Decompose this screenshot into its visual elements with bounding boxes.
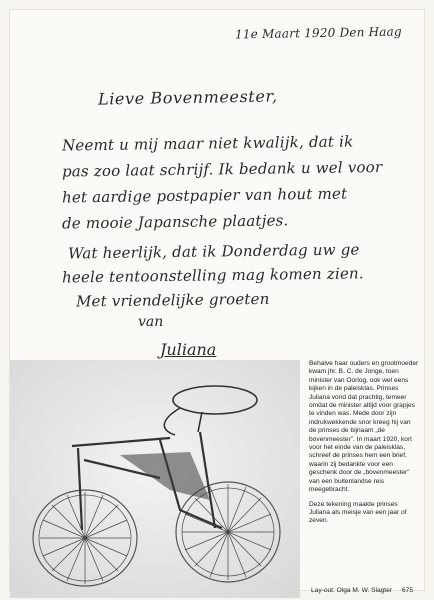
letter-line: Met vriendelijke groeten — [75, 289, 270, 311]
page-footer — [311, 587, 413, 594]
letter-line: heele tentoonstelling mag komen zien. — [61, 264, 364, 287]
bicycle-drawing-icon — [10, 360, 300, 598]
photo-caption — [309, 360, 419, 532]
letter-signature: Juliana — [160, 340, 217, 359]
letter-salutation: Lieve Bovenmeester, — [97, 86, 278, 109]
bicycle-drawing-photo — [10, 360, 300, 598]
letter-from: van — [138, 314, 164, 330]
caption-paragraph: Deze tekening maakte prinses Juliana als meisje van een jaar of zeven. — [309, 500, 407, 525]
letter-line: pas zoo laat schrijf. Ik bedank u wel voor — [61, 158, 383, 181]
letter-date: 11e Maart 1920 Den Haag — [235, 24, 403, 42]
letter-line: de mooie Japansche plaatjes. — [61, 211, 289, 233]
page-number: 675 — [402, 587, 414, 594]
letter-line: het aardige postpapier van hout met — [61, 184, 348, 207]
book-page — [10, 10, 424, 594]
handwritten-letter — [10, 10, 424, 360]
layout-credit: Lay-out: Olga M. W. Slagter — [311, 587, 392, 594]
letter-line: Wat heerlijk, dat ik Donderdag uw ge — [67, 240, 360, 263]
caption-paragraph: Behalve haar ouders en grootmoeder kwam jhr. B. C. de Jonge, toen minister van Oorlog, ook wel eens kijken in de paleisklas. Prinses Juliana vond dat prachtig, temeer omdat de minister altijd voor grapjes te vinden was. Mede door zijn indrukwekkende snor kreeg hij van de prinses de bijnaam „de bovenmeester”. In maart 1920, kort voor het einde van de paleisklas, schreef de prinses hem een brief, waarin zij bedankte voor een geschenk door de „bovenmeester” van een buitenlandse reis meegebracht. — [309, 360, 419, 494]
letter-line: Neemt u mij maar niet kwalijk, dat ik — [61, 132, 354, 155]
